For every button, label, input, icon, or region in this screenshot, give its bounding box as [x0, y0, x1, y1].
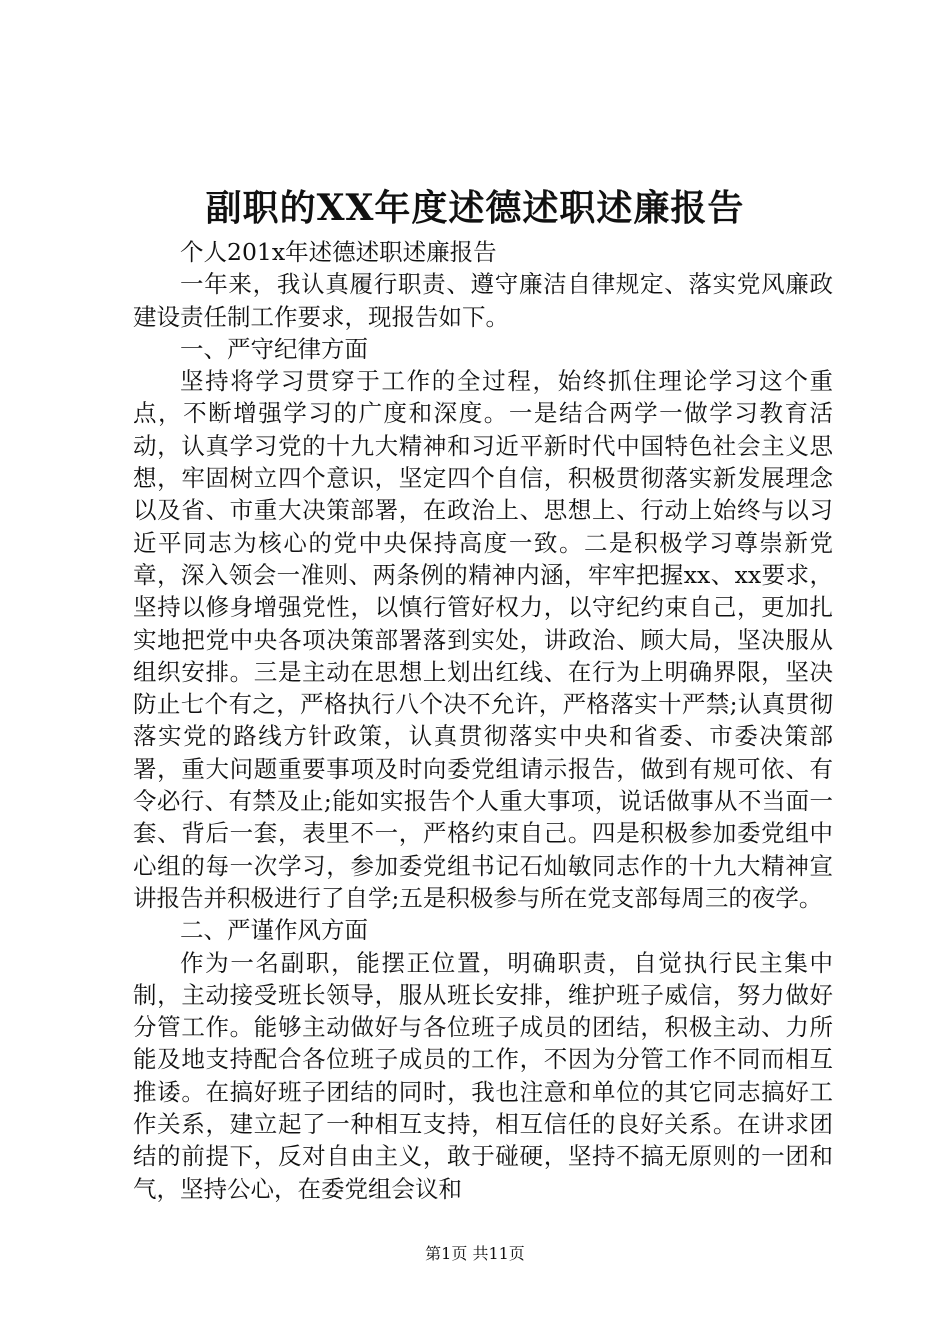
section-heading-style: 二、严谨作风方面 [180, 916, 368, 945]
document-body [133, 236, 833, 1205]
discipline-paragraph: 坚持将学习贯穿于工作的全过程，始终抓住理论学习这个重点，不断增强学习的广度和深度。一是结合两学一做学习教育活动，认真学习党的十九大精神和习近平新时代中国特色社会主义思想，牢固树立四个意识，坚定四个自信，积极贯彻落实新发展理念以及省、市重大决策部署，在政治上、思想上、行动上始终与以习近平同志为核心的党中央保持高度一致。二是积极学习尊崇新党章，深入领会一准则、两条例的精神内涵，牢牢把握xx、xx要求，坚持以修身增强党性，以慎行管好权力，以守纪约束自己，更加扎实地把党中央各项决策部署落到实处，讲政治、顾大局，坚决服从组织安排。三是主动在思想上划出红线、在行为上明确界限，坚决防止七个有之，严格执行八个决不允许，严格落实十严禁;认真贯彻落实党的路线方针政策，认真贯彻落实中央和省委、市委决策部署，重大问题重要事项及时向委党组请示报告，做到有规可依、有令必行、有禁及止;能如实报告个人重大事项，说话做事从不当面一套、背后一套，表里不一，严格约束自己。四是积极参加委党组中心组的每一次学习，参加委党组书记石灿敏同志作的十九大精神宣讲报告并积极进行了自学;五是积极参与所在党支部每周三的夜学。 [133, 367, 833, 912]
subtitle-paragraph: 个人201x年述德述职述廉报告 [180, 238, 497, 266]
intro-paragraph: 一年来，我认真履行职责、遵守廉洁自律规定、落实党风廉政建设责任制工作要求，现报告如下。 [133, 270, 833, 331]
page-number: 第1页 共11页 [425, 1244, 525, 1263]
document-title: 副职的XX年度述德述职述廉报告 [205, 187, 745, 229]
style-paragraph: 作为一名副职，能摆正位置，明确职责，自觉执行民主集中制，主动接受班长领导，服从班长安排，维护班子威信，努力做好分管工作。能够主动做好与各位班子成员的团结，积极主动、力所能及地支持配合各位班子成员的工作，不因为分管工作不同而相互推诿。在搞好班子团结的同时，我也注意和单位的其它同志搞好工作关系，建立起了一种相互支持，相互信任的良好关系。在讲求团结的前提下，反对自由主义，敢于碰硬，坚持不搞无原则的一团和气，坚持公心，在委党组会议和 [133, 948, 833, 1203]
section-heading-discipline: 一、严守纪律方面 [180, 334, 368, 363]
